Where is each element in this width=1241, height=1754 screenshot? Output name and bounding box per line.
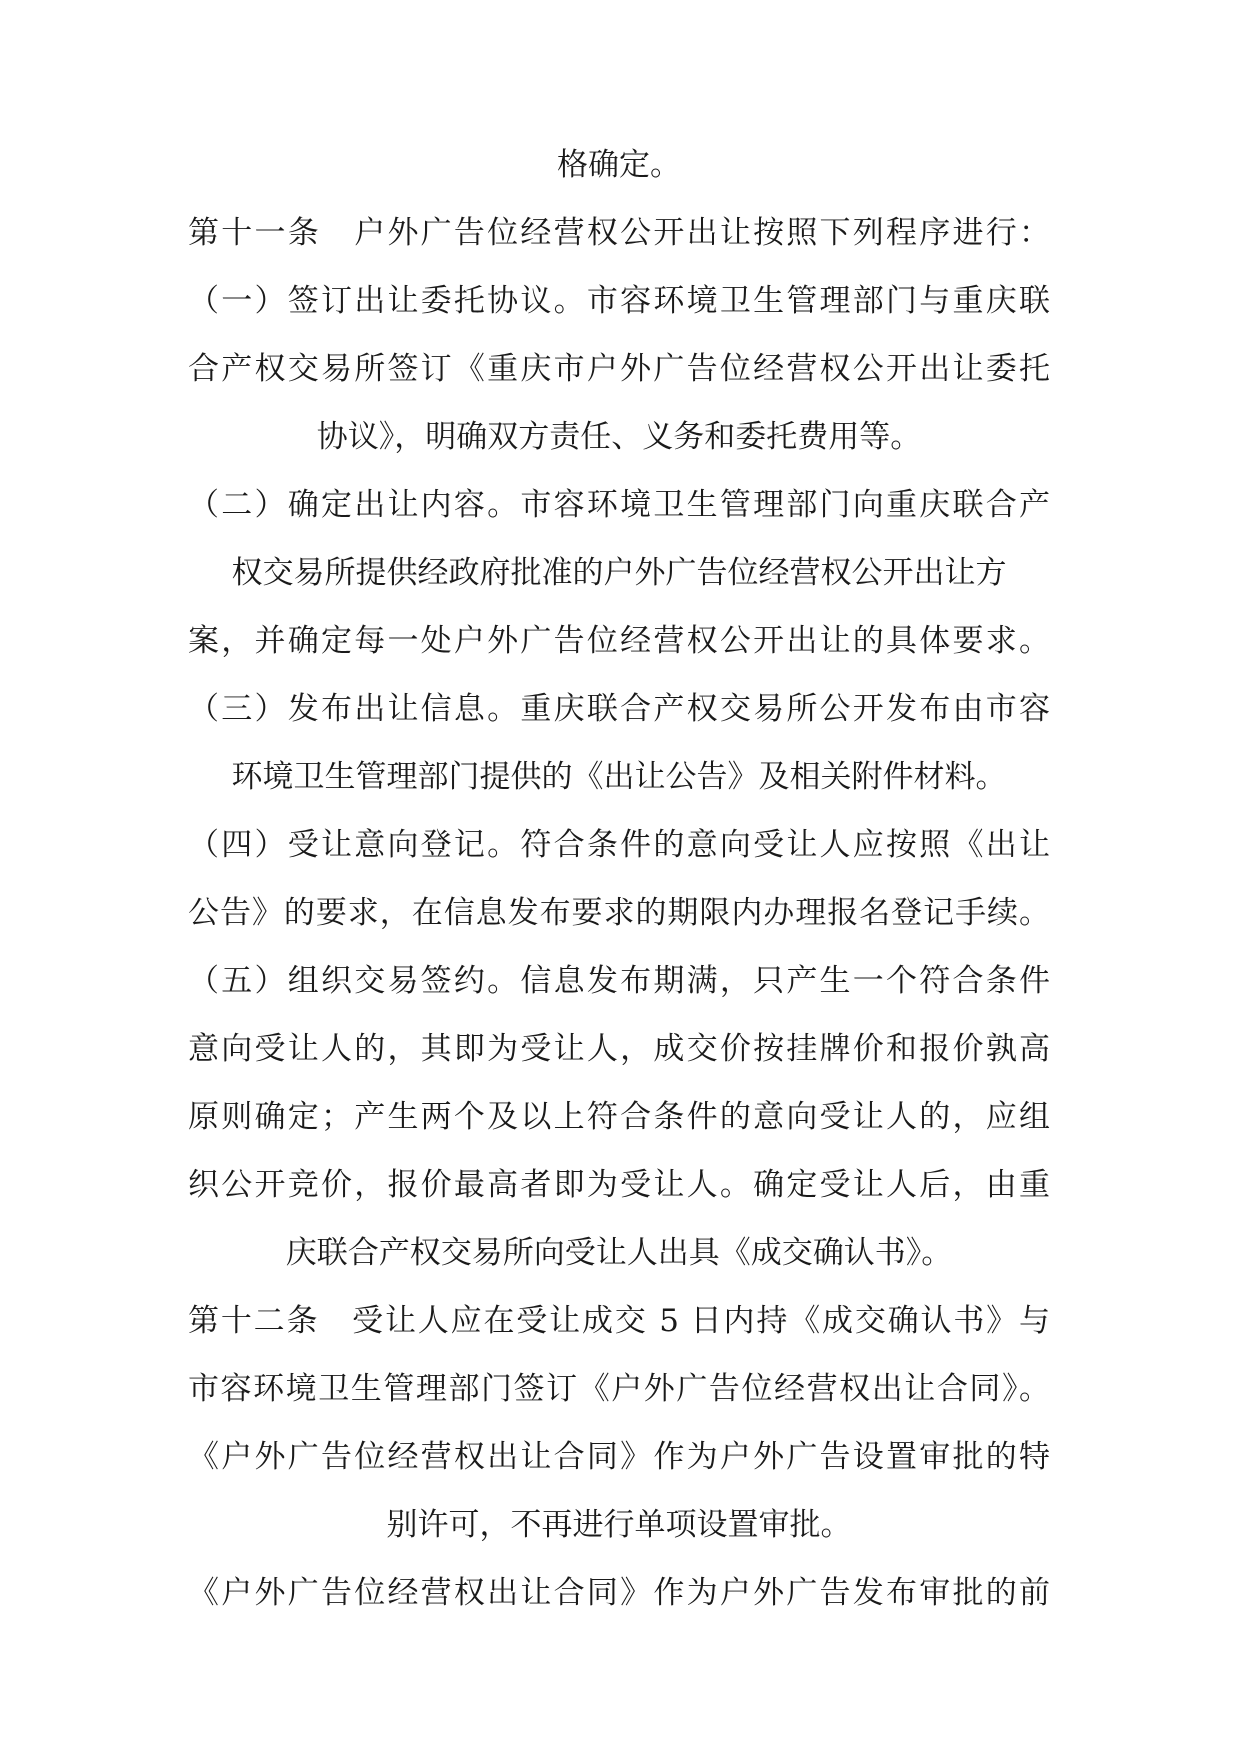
text-line: 合产权交易所签订《重庆市户外广告位经营权公开出让委托 <box>188 351 1050 387</box>
text-line: 别许可，不再进行单项设置审批。 <box>386 1507 852 1543</box>
text-line: 协议》，明确双方责任、义务和委托费用等。 <box>316 419 922 455</box>
text-line: （三）发布出让信息。重庆联合产权交易所公开发布由市容 <box>188 691 1050 727</box>
article-12-heading: 第十二条 受让人应在受让成交 5 日内持《成交确认书》与 <box>188 1303 1050 1339</box>
text-line: 《户外广告位经营权出让合同》作为户外广告发布审批的前 <box>188 1575 1050 1611</box>
text-line: 原则确定；产生两个及以上符合条件的意向受让人的，应组 <box>188 1099 1050 1135</box>
text-line: 市容环境卫生管理部门签订《户外广告位经营权出让合同》。 <box>188 1371 1050 1407</box>
text-line: （二）确定出让内容。市容环境卫生管理部门向重庆联合产 <box>188 487 1050 523</box>
text-line: 权交易所提供经政府批准的户外广告位经营权公开出让方 <box>231 555 1007 591</box>
text-line: （四）受让意向登记。符合条件的意向受让人应按照《出让 <box>188 827 1050 863</box>
article-11-heading: 第十一条 户外广告位经营权公开出让按照下列程序进行： <box>188 215 1050 251</box>
text-line: 意向受让人的，其即为受让人，成交价按挂牌价和报价孰高 <box>188 1031 1050 1067</box>
text-line: 公告》的要求，在信息发布要求的期限内办理报名登记手续。 <box>188 895 1050 931</box>
text-line: 织公开竞价，报价最高者即为受让人。确定受让人后，由重 <box>188 1167 1050 1203</box>
text-line: 格确定。 <box>557 147 681 183</box>
text-line: 庆联合产权交易所向受让人出具《成交确认书》。 <box>285 1235 953 1271</box>
text-line: （一）签订出让委托协议。市容环境卫生管理部门与重庆联 <box>188 283 1050 319</box>
text-line: （五）组织交易签约。信息发布期满，只产生一个符合条件 <box>188 963 1050 999</box>
text-line: 案，并确定每一处户外广告位经营权公开出让的具体要求。 <box>188 623 1050 659</box>
text-line: 环境卫生管理部门提供的《出让公告》及相关附件材料。 <box>231 759 1007 795</box>
text-line: 《户外广告位经营权出让合同》作为户外广告设置审批的特 <box>188 1439 1050 1475</box>
